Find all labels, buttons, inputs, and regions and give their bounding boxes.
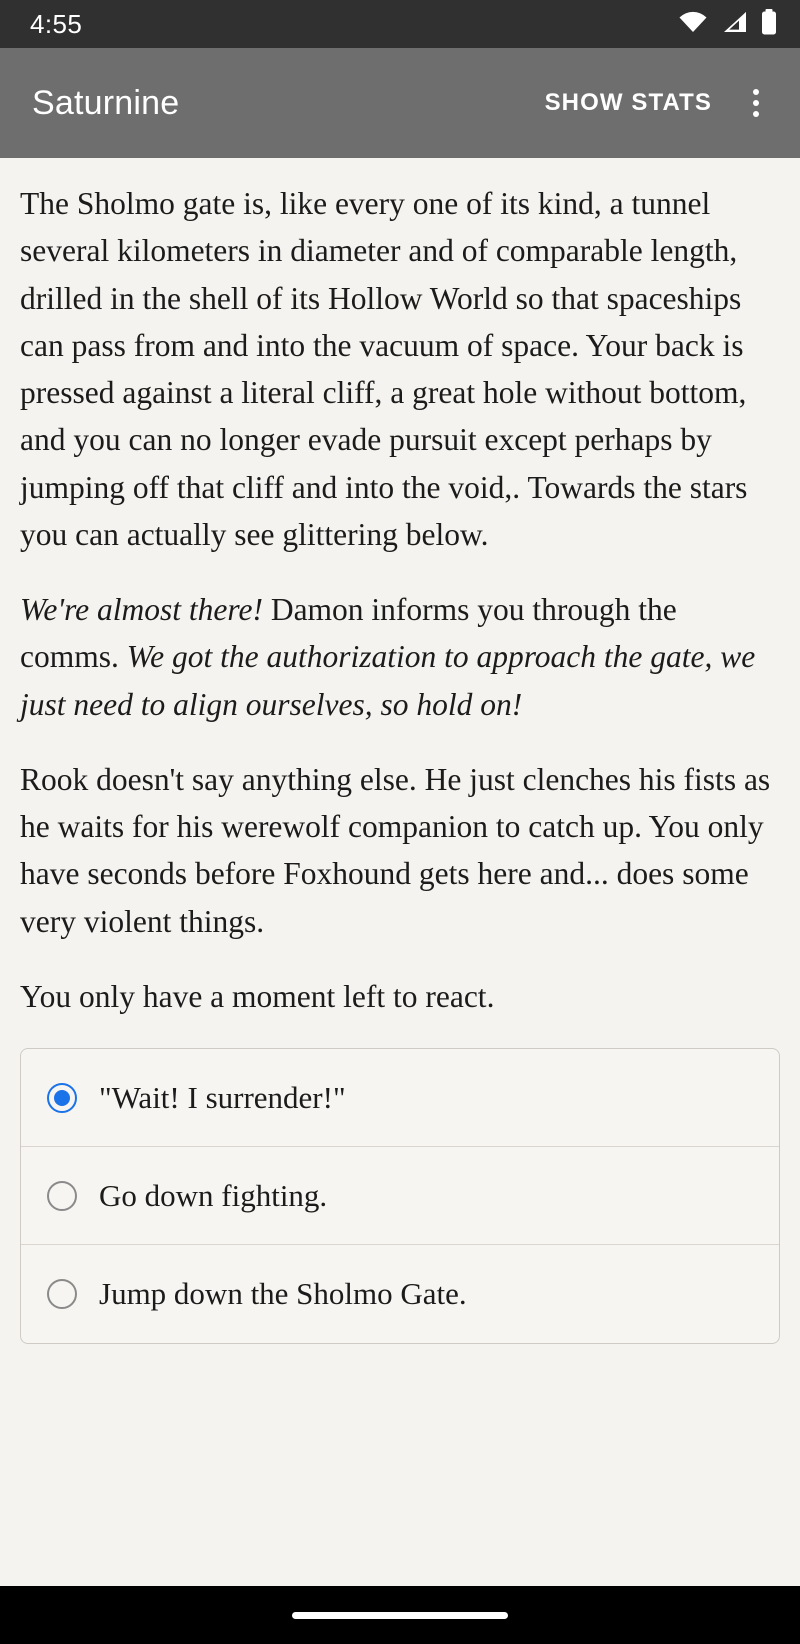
story-paragraph [20,586,780,728]
show-stats-button[interactable]: SHOW STATS [544,89,712,116]
story-emphasis: We're almost there! [20,592,263,627]
story-run: Damon informs you through the comms. [20,592,677,675]
home-indicator[interactable] [292,1612,508,1619]
story-scroll-area[interactable] [0,158,800,1586]
status-icons [678,9,778,40]
story-paragraph [20,973,780,1020]
system-navigation-bar [0,1586,800,1644]
choice-label: Go down fighting. [99,1177,328,1213]
choice-option[interactable] [21,1245,779,1343]
choice-label: "Wait! I surrender!" [99,1079,346,1115]
cell-signal-icon [720,11,748,38]
status-time: 4:55 [30,8,83,39]
app-bar [0,48,800,158]
radio-button-icon[interactable] [47,1181,77,1211]
story-paragraph [20,180,780,558]
overflow-dot [753,100,759,106]
radio-button-icon[interactable] [47,1083,77,1113]
battery-icon [760,9,778,40]
radio-button-icon[interactable] [47,1279,77,1309]
choice-option[interactable] [21,1147,779,1245]
story-run: You only have a moment left to react. [20,978,495,1014]
story-run: The Sholmo gate is, like every one of its kind, a tunnel several kilometers in diameter and of comparable length, drilled in the shell of its Hollow World so that spaceships can pass from and into the vacuum of space. Your back is pressed against a literal cliff, a great hole without bottom, and you can no longer evade pursuit except perhaps by jumping off that cliff and into the void,. Towards the stars you can actually see glittering below. [20,186,748,552]
choice-list[interactable] [20,1048,780,1344]
story-emphasis: We got the authorization to approach the gate, we just need to align ourselves, so hold on! [20,639,756,722]
overflow-dot [753,111,759,117]
wifi-icon [678,11,708,38]
overflow-dot [753,89,759,95]
story-paragraph [20,756,780,945]
status-bar [0,0,800,48]
story-text [20,180,780,1020]
more-vertical-icon[interactable] [730,77,782,129]
app-title: Saturnine [32,83,180,122]
choice-label: Jump down the Sholmo Gate. [99,1276,467,1311]
choice-option[interactable] [21,1049,779,1147]
story-run: Rook doesn't say anything else. He just clenches his fists as he waits for his werewolf companion to catch up. You only have seconds before Foxhound gets here and... does some very violent things. [20,761,771,939]
